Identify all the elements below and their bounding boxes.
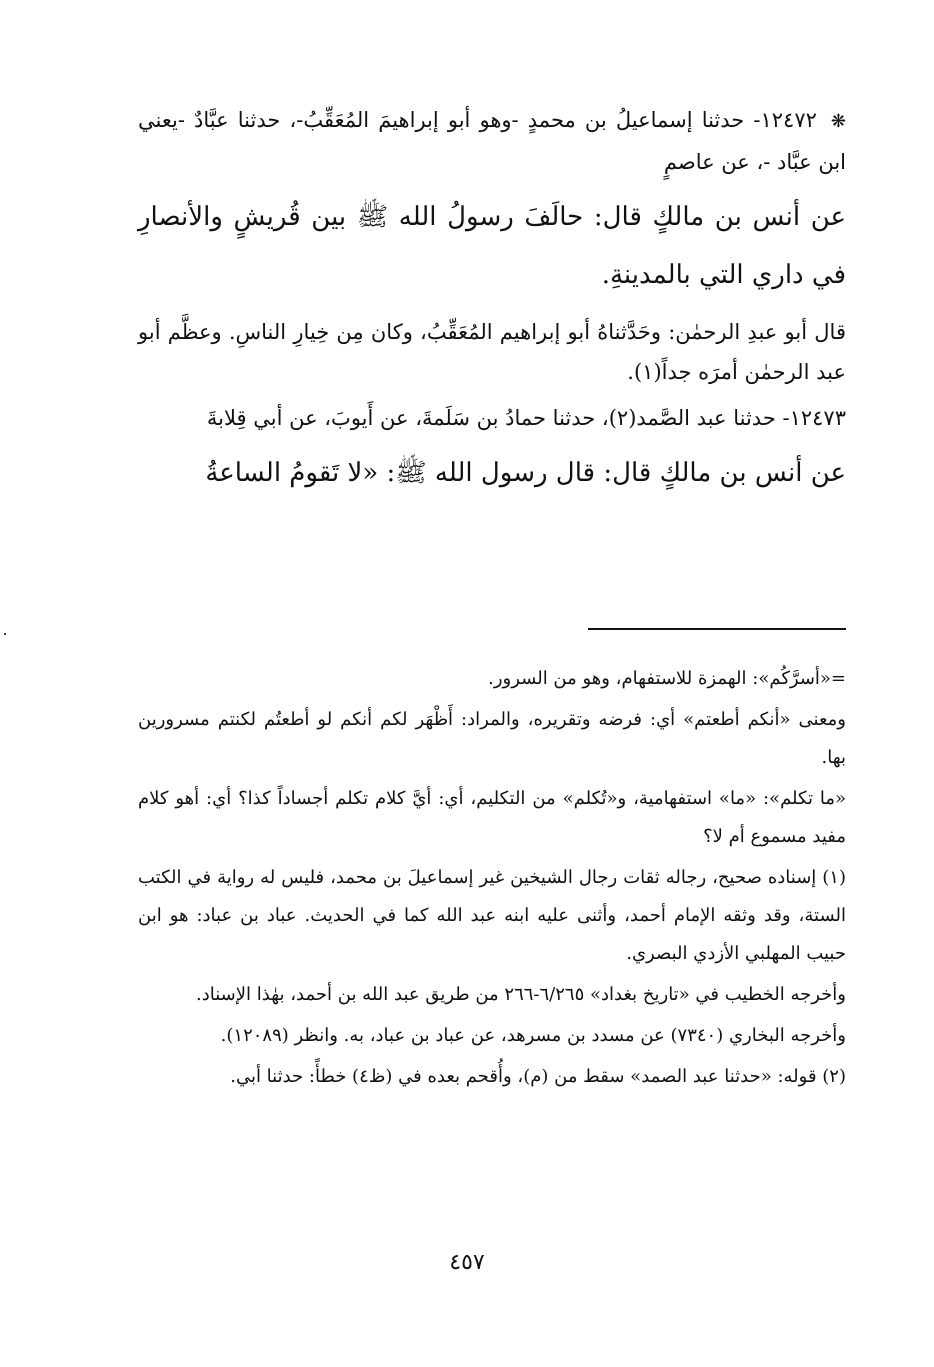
footnote-1: (١) إسناده صحيح، رجاله ثقات رجال الشيخين غير إسماعيلَ بن محمد، فليس له رواية في الكتب الستة، وقد وثقه الإمام أحمد، وأثنى عليه ابنه عبد الله كما في الحديث. عباد بن عباد: هو ابن حبيب المهلبي الأزدي البصري. — [138, 867, 846, 964]
footnote-continuation-1: =«أسرَّكُم»: الهمزة للاستفهام، وهو من السرور. — [488, 668, 846, 689]
margin-mark — [4, 633, 6, 635]
hadith-12473-matn: عن أنس بن مالكٍ قال: قال رسول الله ﷺ: «لا تَقومُ الساعةُ — [205, 458, 846, 488]
footnote-continuation-2: ومعنى «أنكم أطعتم» أي: فرضه وتقريره، والمراد: أَظْهَر لكم أنكم لو أطعتُم لكنتم مسرورين بها. — [138, 709, 846, 768]
hadith-12473-isnad: ١٢٤٧٣- حدثنا عبد الصَّمد(٢)، حدثنا حمادُ بن سَلَمةَ، عن أَيوبَ، عن أبي قِلابةَ — [206, 406, 846, 430]
isnad-text: ١٢٤٧٢- حدثنا إسماعيلُ بن محمدٍ -وهو أبو إبراهيمَ المُعَقِّبُ-، حدثنا عبَّادٌ -يعني ابن عبَّاد -، عن عاصمٍ — [138, 108, 846, 174]
hadith-12472-comment: قال أبو عبدِ الرحمٰن: وحَدَّثناهُ أبو إبراهيم المُعَقِّبُ، وكان مِن خِيارِ الناسِ. وعظَّم أبو عبد الرحمٰن أمرَه جداً(١). — [138, 320, 846, 384]
main-text — [138, 100, 846, 510]
hadith-12472-isnad — [138, 100, 846, 182]
footnotes — [138, 660, 846, 1099]
footnote-separator — [588, 628, 846, 630]
hadith-12472-matn: عن أنس بن مالكٍ قال: حالَفَ رسولُ الله ﷺ بين قُريشٍ والأنصارِ في داري التي بالمدينةِ. — [138, 202, 846, 290]
footnote-1-source: وأخرجه الخطيب في «تاريخ بغداد» ٦/٢٦٥-٢٦٦ من طريق عبد الله بن أحمد، بهٰذا الإسناد. — [196, 984, 846, 1005]
footnote-2: (٢) قوله: «حدثنا عبد الصمد» سقط من (م)، وأُقحم بعده في (ظ٤) خطأً: حدثنا أبي. — [230, 1066, 846, 1087]
page-number: ٤٥٧ — [449, 1250, 485, 1275]
asterisk-marker-icon: ❋ — [830, 111, 846, 132]
footnote-continuation-3: «ما تكلم»: «ما» استفهامية، و«تُكلم» من التكليم، أي: أيَّ كلام تكلم أجساداً كذا؟ أي: أهو كلام مفيد مسموع أم لا؟ — [138, 788, 846, 847]
footnote-1-source-2: وأخرجه البخاري (٧٣٤٠) عن مسدد بن مسرهد، عن عباد بن عباد، به. وانظر (١٢٠٨٩). — [220, 1025, 846, 1046]
